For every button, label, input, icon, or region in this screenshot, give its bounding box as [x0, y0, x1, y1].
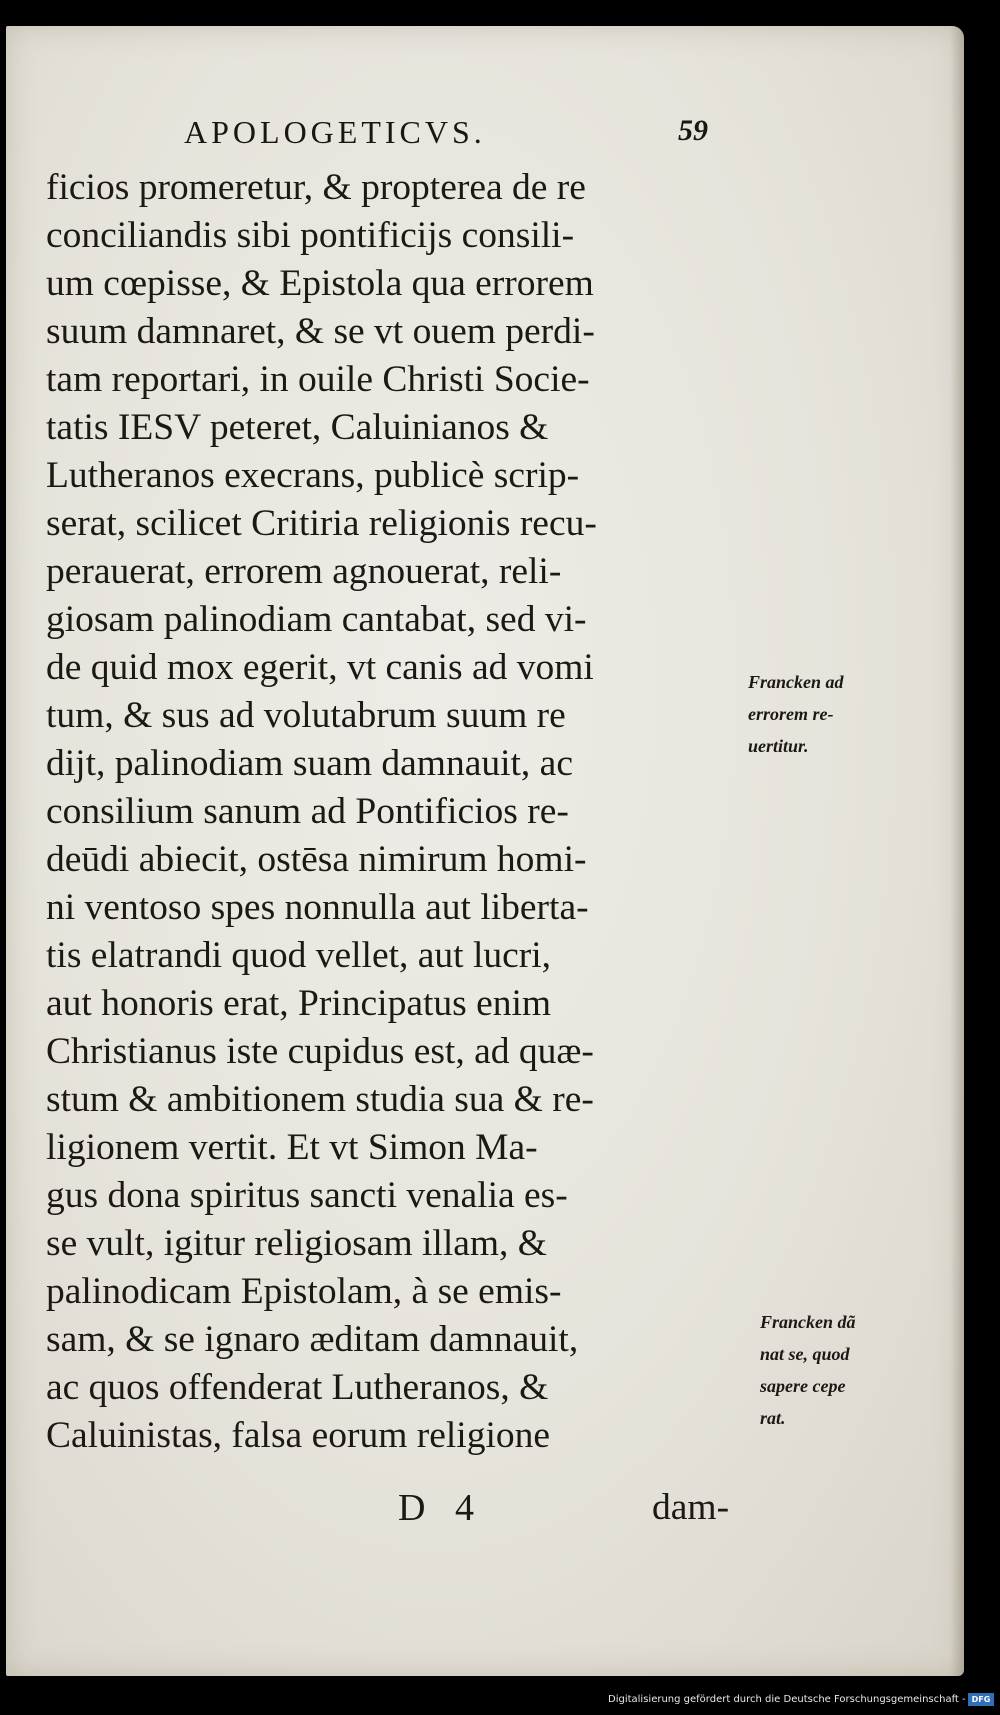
page-number: 59 — [678, 114, 708, 147]
text-line: deūdi abiecit, ostēsa nimirum homi- — [46, 839, 587, 880]
page-edge-shadow — [950, 26, 964, 1676]
marginal-note-line: sapere cepe — [760, 1376, 846, 1396]
catchword: dam- — [652, 1487, 730, 1528]
text-line: perauerat, errorem agnouerat, reli- — [46, 551, 562, 592]
digitization-credit: Digitalisierung gefördert durch die Deutsche Forschungsgemeinschaft - — [608, 1694, 966, 1705]
text-line: ac quos offenderat Lutheranos, & — [46, 1367, 549, 1408]
text-line: dijt, palinodiam suam damnauit, ac — [46, 743, 573, 784]
text-line: consilium sanum ad Pontificios re- — [46, 791, 569, 832]
marginal-note-line: rat. — [760, 1408, 786, 1428]
marginal-note-2 — [760, 1306, 940, 1434]
text-line: Lutheranos execrans, publicè scrip- — [46, 455, 580, 496]
text-line: serat, scilicet Critiria religionis recu- — [46, 503, 597, 544]
text-line: Christianus iste cupidus est, ad quæ- — [46, 1031, 594, 1072]
main-text-block — [46, 164, 746, 1460]
text-line: tum, & sus ad volutabrum suum re — [46, 695, 566, 736]
running-head — [6, 114, 964, 154]
text-line: tatis IESV peteret, Caluinianos & — [46, 407, 549, 448]
text-line: Caluinistas, falsa eorum religione — [46, 1415, 551, 1456]
text-line: conciliandis sibi pontificijs consili- — [46, 215, 575, 256]
page-footer — [6, 1486, 964, 1536]
marginal-note-line: nat se, quod — [760, 1344, 850, 1364]
text-line: se vult, igitur religiosam illam, & — [46, 1223, 547, 1264]
text-line: giosam palinodiam cantabat, sed vi- — [46, 599, 587, 640]
dfg-logo: DFG — [968, 1693, 994, 1706]
marginal-note-line: Francken ad — [748, 672, 844, 692]
text-line: ni ventoso spes nonnulla aut liberta- — [46, 887, 589, 928]
marginal-note-line: errorem re- — [748, 704, 834, 724]
marginal-note-line: Francken dã — [760, 1312, 856, 1332]
text-line: tam reportari, in ouile Christi Socie- — [46, 359, 590, 400]
text-line: de quid mox egerit, vt canis ad vomi — [46, 647, 594, 688]
text-line: sam, & se ignaro æditam damnauit, — [46, 1319, 579, 1360]
text-line: tis elatrandi quod vellet, aut lucri, — [46, 935, 552, 976]
signature-mark: D 4 — [398, 1487, 484, 1529]
text-line: suum damnaret, & se vt ouem perdi- — [46, 311, 595, 352]
running-title: APOLOGETICVS. — [184, 114, 486, 150]
text-line: gus dona spiritus sancti venalia es- — [46, 1175, 568, 1216]
text-line: ficios promeretur, & propterea de re — [46, 167, 586, 208]
text-line: aut honoris erat, Principatus enim — [46, 983, 552, 1024]
text-line: palinodicam Epistolam, à se emis- — [46, 1271, 562, 1312]
marginal-note-1 — [748, 666, 928, 762]
text-line: um cœpisse, & Epistola qua errorem — [46, 263, 594, 304]
text-line: ligionem vertit. Et vt Simon Ma- — [46, 1127, 538, 1168]
text-line: stum & ambitionem studia sua & re- — [46, 1079, 594, 1120]
book-page — [6, 26, 964, 1676]
marginal-note-line: uertitur. — [748, 736, 809, 756]
